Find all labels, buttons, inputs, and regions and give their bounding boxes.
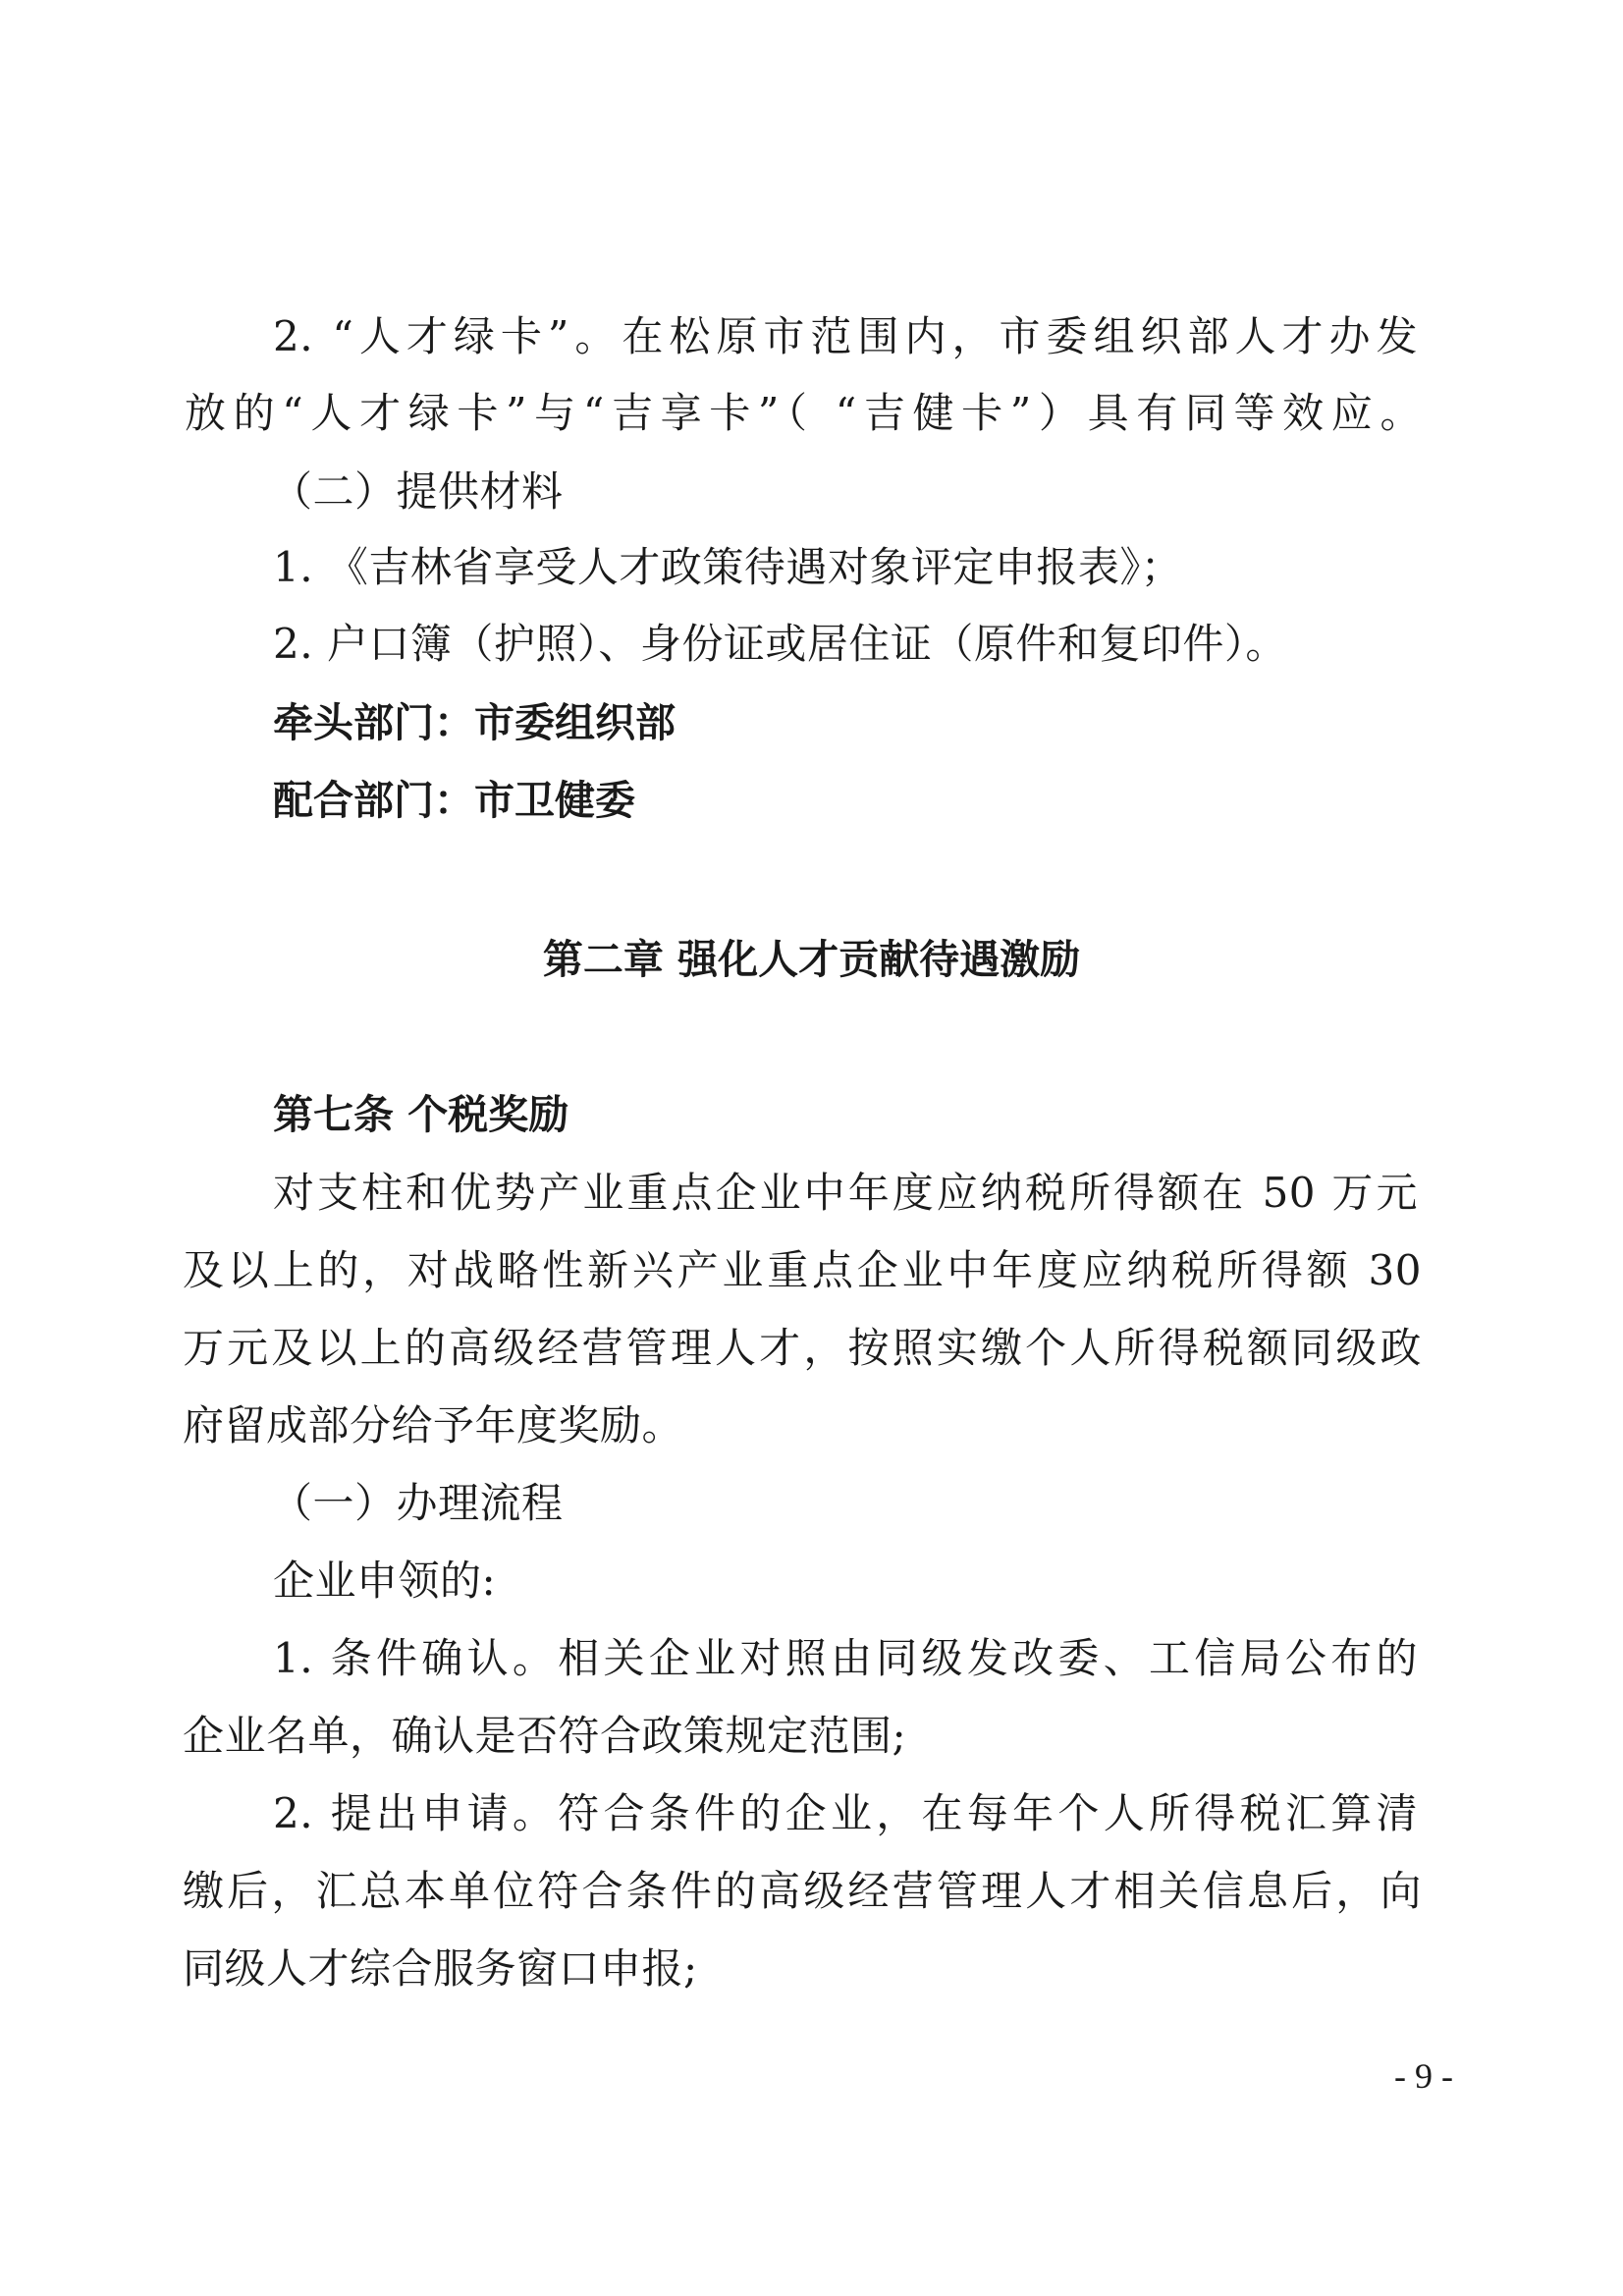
process-step-2-line-2: 缴后，汇总本单位符合条件的高级经营管理人才相关信息后，向 [183,1867,1422,1915]
section-heading-materials: （二）提供材料 [271,467,564,516]
article-heading: 第七条 个税奖励 [273,1091,569,1138]
process-step-2-line-1: 2. 提出申请。符合条件的企业，在每年个人所得税汇算清 [273,1789,1418,1837]
section-heading-process: （一）办理流程 [271,1479,564,1527]
paragraph-green-card-line-2: 放的“人才绿卡”与“吉享卡”（ “吉健卡”）具有同等效应。 [185,389,1422,437]
process-step-1-line-2: 企业名单，确认是否符合政策规定范围; [183,1712,907,1760]
cooperating-department: 配合部门：市卫健委 [273,777,635,824]
list-item-material-2: 2. 户口簿（护照）、身份证或居住证（原件和复印件）。 [273,620,1287,668]
article-paragraph-line-4: 府留成部分给予年度奖励。 [183,1401,684,1449]
page-number: - 9 - [1394,2056,1453,2096]
process-step-1-line-1: 1. 条件确认。相关企业对照由同级发改委、工信局公布的 [273,1634,1418,1682]
paragraph-green-card-line-1: 2. “人才绿卡”。在松原市范围内，市委组织部人才办发 [273,312,1418,360]
article-paragraph-line-3: 万元及以上的高级经营管理人才，按照实缴个人所得税额同级政 [183,1324,1422,1372]
lead-department: 牵头部门：市委组织部 [273,699,676,746]
chapter-heading: 第二章 强化人才贡献待遇激励 [542,936,1081,983]
enterprise-application-label: 企业申领的: [273,1557,497,1605]
process-step-2-line-3: 同级人才综合服务窗口申报; [183,1944,698,1993]
list-item-material-1: 1. 《吉林省享受人才政策待遇对象评定申报表》； [273,543,1183,591]
article-paragraph-line-1: 对支柱和优势产业重点企业中年度应纳税所得额在 50 万元 [273,1169,1418,1217]
article-paragraph-line-2: 及以上的，对战略性新兴产业重点企业中年度应纳税所得额 30 [183,1246,1422,1294]
